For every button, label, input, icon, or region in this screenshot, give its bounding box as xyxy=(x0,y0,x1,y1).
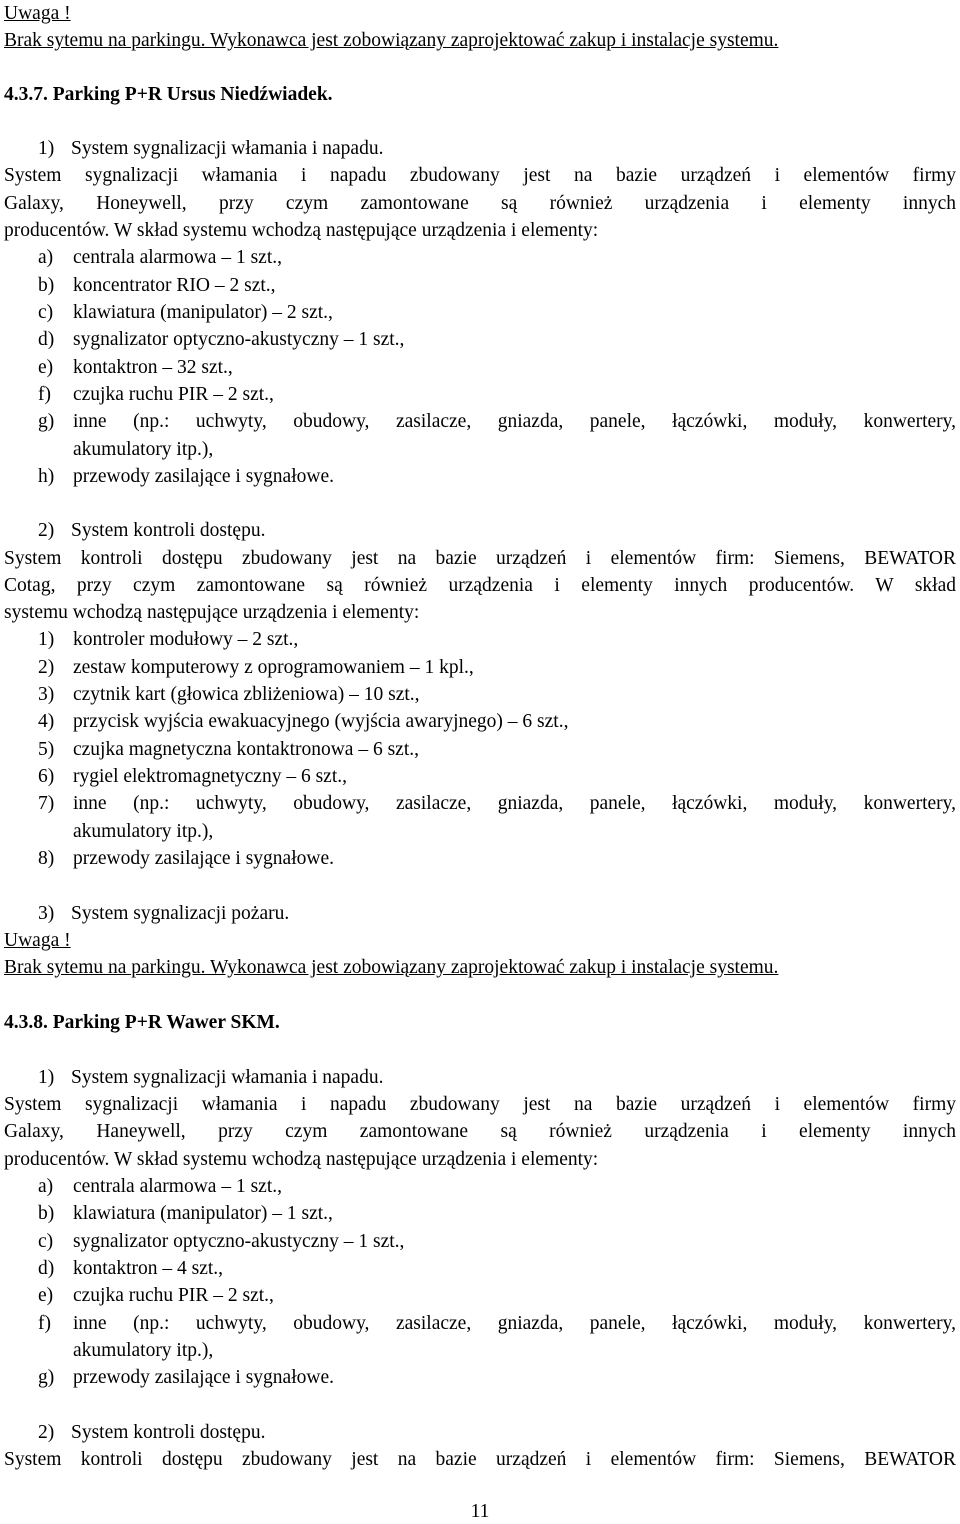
list-item xyxy=(38,1200,333,1227)
warning-text-top: Brak sytemu na parkingu. Wykonawca jest zobowiązany zaprojektować zakup i instalacje systemu. xyxy=(4,30,779,51)
subsection-number: 3) xyxy=(38,903,55,924)
list-label: b) xyxy=(38,1203,55,1224)
list-item-continuation: akumulatory itp.), xyxy=(73,821,214,842)
page-number: 11 xyxy=(470,1501,490,1522)
list-text: kontroler modułowy – 2 szt., xyxy=(73,629,299,650)
subsection-number: 2) xyxy=(38,520,55,541)
subsection-label: System sygnalizacji włamania i napadu. xyxy=(71,1067,384,1088)
paragraph-line: System kontroli dostępu zbudowany jest na bazie urządzeń i elementów firm: Siemens, BEWATOR xyxy=(4,548,956,569)
list-label: d) xyxy=(38,1258,55,1279)
list-item xyxy=(38,1255,223,1282)
list-text: inne (np.: uchwyty, obudowy, zasilacze, gniazda, panele, łączówki, moduły, konwertery, xyxy=(73,1313,956,1334)
list-label: 7) xyxy=(38,793,55,814)
list-item xyxy=(38,626,298,653)
list-item-continuation: akumulatory itp.), xyxy=(73,439,214,460)
list-label: 3) xyxy=(38,684,55,705)
list-label: a) xyxy=(38,1176,54,1197)
subsection-label: System kontroli dostępu. xyxy=(71,520,266,541)
list-item xyxy=(38,654,474,681)
subsection-title xyxy=(38,135,383,162)
list-item xyxy=(38,1364,334,1391)
list-label: g) xyxy=(38,1367,55,1388)
list-text: przewody zasilające i sygnałowe. xyxy=(73,848,334,869)
subsection-label: System sygnalizacji włamania i napadu. xyxy=(71,138,384,159)
list-label: 4) xyxy=(38,711,55,732)
list-item xyxy=(38,1310,956,1337)
list-text: sygnalizator optyczno-akustyczny – 1 szt., xyxy=(73,329,405,350)
paragraph-line: systemu wchodzą następujące urządzenia i elementy: xyxy=(4,602,420,623)
list-text: inne (np.: uchwyty, obudowy, zasilacze, gniazda, panele, łączówki, moduły, konwertery, xyxy=(73,411,956,432)
list-item xyxy=(38,326,404,353)
list-item-continuation: akumulatory itp.), xyxy=(73,1340,214,1361)
list-label: f) xyxy=(38,384,51,405)
subsection-label: System kontroli dostępu. xyxy=(71,1422,266,1443)
subsection-number: 1) xyxy=(38,138,55,159)
list-item xyxy=(38,408,956,435)
paragraph-line: Galaxy, Haneywell, przy czym zamontowane są również urządzenia i elementy innych xyxy=(4,1121,956,1142)
list-label: h) xyxy=(38,466,55,487)
list-item xyxy=(38,463,334,490)
list-label: b) xyxy=(38,275,55,296)
subsection-label: System sygnalizacji pożaru. xyxy=(71,903,290,924)
subsection-number: 2) xyxy=(38,1422,55,1443)
list-item xyxy=(38,1282,274,1309)
list-item xyxy=(38,381,274,408)
list-item xyxy=(38,299,333,326)
list-text: czujka ruchu PIR – 2 szt., xyxy=(73,1285,274,1306)
list-label: c) xyxy=(38,302,54,323)
list-item xyxy=(38,708,568,735)
list-text: czujka ruchu PIR – 2 szt., xyxy=(73,384,274,405)
list-label: 6) xyxy=(38,766,55,787)
paragraph-line: System sygnalizacji włamania i napadu zbudowany jest na bazie urządzeń i elementów firmy xyxy=(4,1094,956,1115)
list-label: g) xyxy=(38,411,55,432)
paragraph-line: producentów. W skład systemu wchodzą następujące urządzenia i elementy: xyxy=(4,1149,599,1170)
list-text: klawiatura (manipulator) – 1 szt., xyxy=(73,1203,333,1224)
list-label: d) xyxy=(38,329,55,350)
list-item xyxy=(38,736,419,763)
list-text: czujka magnetyczna kontaktronowa – 6 szt., xyxy=(73,739,420,760)
list-text: koncentrator RIO – 2 szt., xyxy=(73,275,276,296)
paragraph-line: Galaxy, Honeywell, przy czym zamontowane są również urządzenia i elementy innych xyxy=(4,193,956,214)
list-item xyxy=(38,681,420,708)
list-label: e) xyxy=(38,357,54,378)
list-item xyxy=(38,244,282,271)
warning-text: Brak sytemu na parkingu. Wykonawca jest zobowiązany zaprojektować zakup i instalacje systemu. xyxy=(4,957,779,978)
list-text: kontaktron – 4 szt., xyxy=(73,1258,224,1279)
list-item xyxy=(38,1228,404,1255)
list-text: centrala alarmowa – 1 szt., xyxy=(73,1176,282,1197)
list-label: e) xyxy=(38,1285,54,1306)
subsection-title xyxy=(38,900,289,927)
list-text: sygnalizator optyczno-akustyczny – 1 szt., xyxy=(73,1231,405,1252)
list-label: 1) xyxy=(38,629,55,650)
list-text: rygiel elektromagnetyczny – 6 szt., xyxy=(73,766,347,787)
list-text: przycisk wyjścia ewakuacyjnego (wyjścia awaryjnego) – 6 szt., xyxy=(73,711,569,732)
list-item xyxy=(38,354,233,381)
list-label: 8) xyxy=(38,848,55,869)
list-text: centrala alarmowa – 1 szt., xyxy=(73,247,282,268)
warning-label-top: Uwaga ! xyxy=(4,3,71,24)
list-label: 2) xyxy=(38,657,55,678)
list-item xyxy=(38,845,334,872)
list-label: 5) xyxy=(38,739,55,760)
warning-label: Uwaga ! xyxy=(4,930,71,951)
paragraph-line: System kontroli dostępu zbudowany jest na bazie urządzeń i elementów firm: Siemens, BEWATOR xyxy=(4,1449,956,1470)
list-text: przewody zasilające i sygnałowe. xyxy=(73,1367,334,1388)
list-text: klawiatura (manipulator) – 2 szt., xyxy=(73,302,333,323)
list-text: przewody zasilające i sygnałowe. xyxy=(73,466,334,487)
list-item xyxy=(38,1173,282,1200)
list-label: f) xyxy=(38,1313,51,1334)
list-text: zestaw komputerowy z oprogramowaniem – 1 kpl., xyxy=(73,657,474,678)
section-heading-438: 4.3.8. Parking P+R Wawer SKM. xyxy=(4,1012,280,1033)
list-item xyxy=(38,790,956,817)
paragraph-line: Cotag, przy czym zamontowane są również urządzenia i elementy innych producentów. W skład xyxy=(4,575,956,596)
paragraph-line: System sygnalizacji włamania i napadu zbudowany jest na bazie urządzeń i elementów firmy xyxy=(4,165,956,186)
list-item xyxy=(38,763,347,790)
list-label: c) xyxy=(38,1231,54,1252)
paragraph-line: producentów. W skład systemu wchodzą następujące urządzenia i elementy: xyxy=(4,220,599,241)
subsection-number: 1) xyxy=(38,1067,55,1088)
list-text: czytnik kart (głowica zbliżeniowa) – 10 szt., xyxy=(73,684,420,705)
subsection-title xyxy=(38,517,265,544)
list-item xyxy=(38,272,276,299)
list-text: inne (np.: uchwyty, obudowy, zasilacze, gniazda, panele, łączówki, moduły, konwertery, xyxy=(73,793,956,814)
section-heading-437: 4.3.7. Parking P+R Ursus Niedźwiadek. xyxy=(4,84,333,105)
list-text: kontaktron – 32 szt., xyxy=(73,357,233,378)
list-label: a) xyxy=(38,247,54,268)
subsection-title xyxy=(38,1064,383,1091)
subsection-title xyxy=(38,1419,265,1446)
